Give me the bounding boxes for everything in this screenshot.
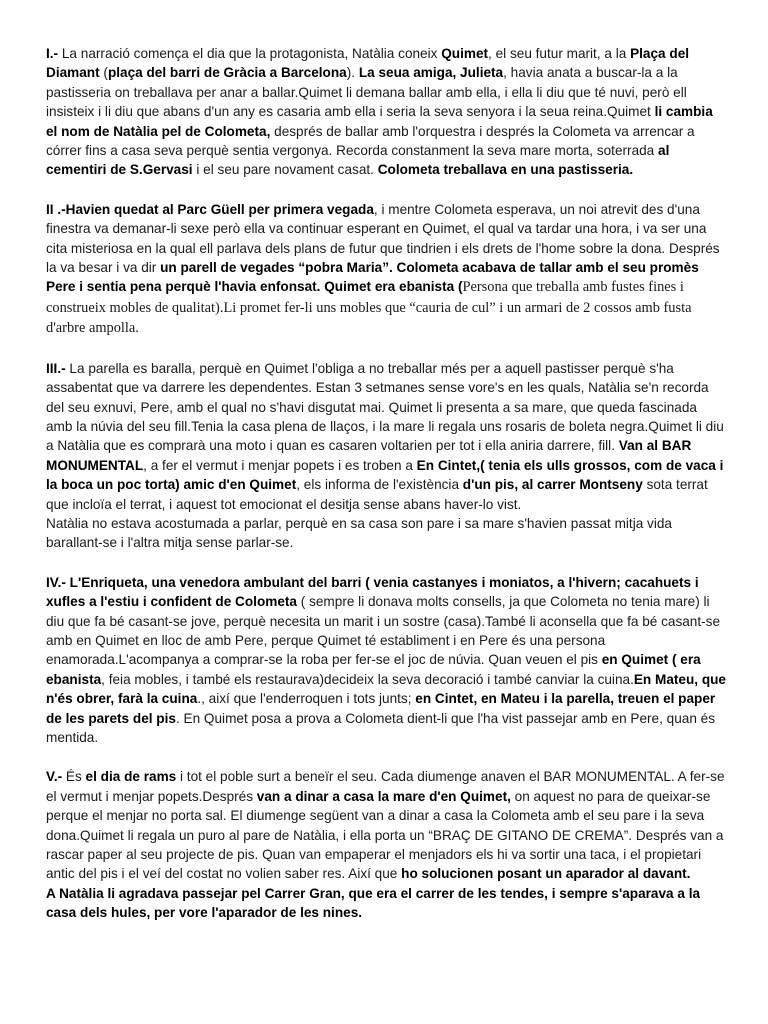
bold-text: van a dinar a casa la mare d'en Quimet, (256, 788, 511, 804)
body-text: ., així que l'enderroquen i tots junts; (197, 691, 416, 707)
bold-text: En Cintet,( tenia els ulls grossos, com de vaca i la boca un poc torta) amic d'en Quimet (46, 457, 724, 493)
bold-closing-line: A Natàlia li agradava passejar pel Carrer Gran, que era el carrer de les tendes, i sempre s'aparava a la casa dels hules, per vore l'aparador de les nines. (46, 885, 701, 921)
bold-text: plaça del barri de Gràcia a Barcelona (107, 65, 347, 81)
section-1-paragraph (46, 44, 726, 180)
document-page (46, 44, 726, 943)
section-heading: V.- (46, 769, 63, 785)
section-heading: IV.- L'Enriqueta, una venedora ambulant del barri ( venia castanyes i moniatos, a l'hivern; cacahuets i xufles a l'estiu i confident de Colometa (46, 574, 699, 610)
bold-text: en Quimet ( era ebanista (46, 652, 701, 687)
body-text: després de ballar amb l'orquestra i després la Colometa va arrencar a córrer fins a casa seva perquè sentia vergonya. Recorda constanment la seva mare morta, soterrada (46, 123, 695, 159)
bold-text: el dia de rams (85, 769, 177, 785)
section-heading: I.- (46, 46, 59, 61)
section-heading: III.- (46, 360, 66, 376)
bold-text: en Cintet, en Mateu i la parella, treuen el paper de les parets del pis (46, 691, 716, 726)
bold-text: La seua amiga, Julieta (358, 65, 504, 81)
bold-text: Colometa treballava en una pastisseria. (377, 162, 634, 178)
body-text: , a fer el vermut i menjar popets i es troben a (143, 457, 417, 473)
bold-text: li cambia el nom de Natàlia pel de Colometa, (46, 104, 713, 139)
body-text: És (62, 769, 86, 785)
body-text: , feia mobles, i també els restaurava)decideix la seva decoració i també canviar la cuina. (101, 671, 634, 687)
body-text: , els informa de l'existència (296, 477, 463, 493)
bold-text: Plaça del Diamant (46, 46, 690, 81)
bold-text: ho solucionen posant un aparador al davant. (401, 866, 691, 882)
bold-text: Van al BAR MONUMENTAL (46, 438, 692, 473)
body-text: ( (99, 65, 108, 81)
bold-text: Quimet (441, 46, 489, 61)
body-text: , i mentre Colometa esperava, un noi atrevit des d'una finestra va demanar-li sexe però ella va continuar esperant en Quimet, el qual va tardar una hora, i va ser una cita misteriosa en la qual ell parlava dels plans de futur que tindrien i els drets de l'home sobre la dona. Després la va besar i va dir (46, 201, 720, 276)
bold-text: d'un pis, al carrer Montseny (462, 477, 643, 493)
body-text: sota terrat que incloïa el terrat, i aquest tot emocionat el desitja sense abans haver-lo vist. (46, 477, 708, 512)
body-text: La narració comença el dia que la protagonista, Natàlia coneix (58, 46, 442, 61)
section-3-second-line: Natàlia no estava acostumada a parlar, perquè en sa casa son pare i sa mare s'havien passat mitja vida barallant-se i l'altra mitja sense parlar-se. (46, 515, 672, 551)
bold-text: En Mateu, que n'és obrer, farà la cuina (46, 671, 726, 707)
serif-text: Persona que treballa amb fustes fines i construeix mobles de qualitat).Li promet fer-li uns mobles que “cauria de cul” i un armari de 2 cossos amb fusta d'arbre ampolla. (46, 279, 692, 337)
body-text: , el seu futur marit, a la (488, 46, 631, 61)
body-text: i el seu pare novament casat. (192, 162, 378, 178)
section-4-paragraph (46, 573, 726, 748)
body-text: on aquest no para de queixar-se perque el menjar no porta sal. El diumenge següent van a dinar a casa la Colometa amb el seu pare i la seva dona.Quimet li regala un puro al pare de Natàlia, i ella porta un “BRAÇ DE GITANO DE CREMA”. Després van a rascar paper al seu projecte de pis. Quan van empaperar el menjadors els hi va sortir una taca, i el propietari antic del pis i el veí del costat no volien saber res. Així que (46, 788, 724, 882)
body-text: ( sempre li donava molts consells, ja que Colometa no tenia mare) li diu que fa bé casant-se jove, perquè necesita un marit i un sostre (casa).També li aconsella que fa bé casant-se amb en Quimet en lloc de amb Pere, perque Quimet té establiment i en Pere és una persona enamorada.L'acompanya a comprar-se la roba per fer-se el joc de núvia. Quan veuen el pis (46, 594, 721, 668)
section-2-paragraph (46, 200, 726, 339)
section-3-paragraph (46, 359, 726, 553)
section-heading: II .-Havien quedat al Parc Güell per primera vegada (46, 201, 374, 217)
section-5-paragraph (46, 767, 726, 922)
bold-text: un parell de vegades “pobra Maria”. Colometa acabava de tallar amb el seu promès Pere i sentia pena perquè l'havia enfonsat. Quimet era ebanista ( (46, 260, 699, 295)
body-text: ). (346, 65, 359, 81)
body-text: i tot el poble surt a beneïr el seu. Cada diumenge anaven el BAR MONUMENTAL. A fer-se el vermut i menjar popets.Després (46, 769, 725, 804)
bold-text: al cementiri de S.Gervasi (46, 143, 670, 178)
body-text: , havia anata a buscar-la a la pastisseria on treballava per anar a ballar.Quimet li demana ballar amb ella, i ella li diu que té nuvi, però ell insisteix i li diu que abans d'un any es casaria amb ella i seria la seva senyora i la seua reina.Quimet (46, 65, 687, 120)
body-text: . En Quimet posa a prova a Colometa dient-li que l'ha vist passejar amb en Pere, quan és mentida. (46, 710, 716, 745)
body-text: La parella es baralla, perquè en Quimet l'obliga a no treballar més per a aquell pastisser perquè s'ha assabentat que va darrere les dependentes. Estan 3 setmanes sense vore's en les quals, Natàlia se'n recorda del seu exnuvi, Pere, amb el qual no s'havi disgutat mai. Quimet li presenta a sa mare, que queda fascinada amb la núvia del seu fill.Tenia la casa plena de llaços, i la mare li regala uns rosaris de boleta negra.Quimet li diu a Natàlia que es comprarà una moto i quan es casaren voltarien per tot i ella aniria darrere, fill. (46, 360, 724, 454)
